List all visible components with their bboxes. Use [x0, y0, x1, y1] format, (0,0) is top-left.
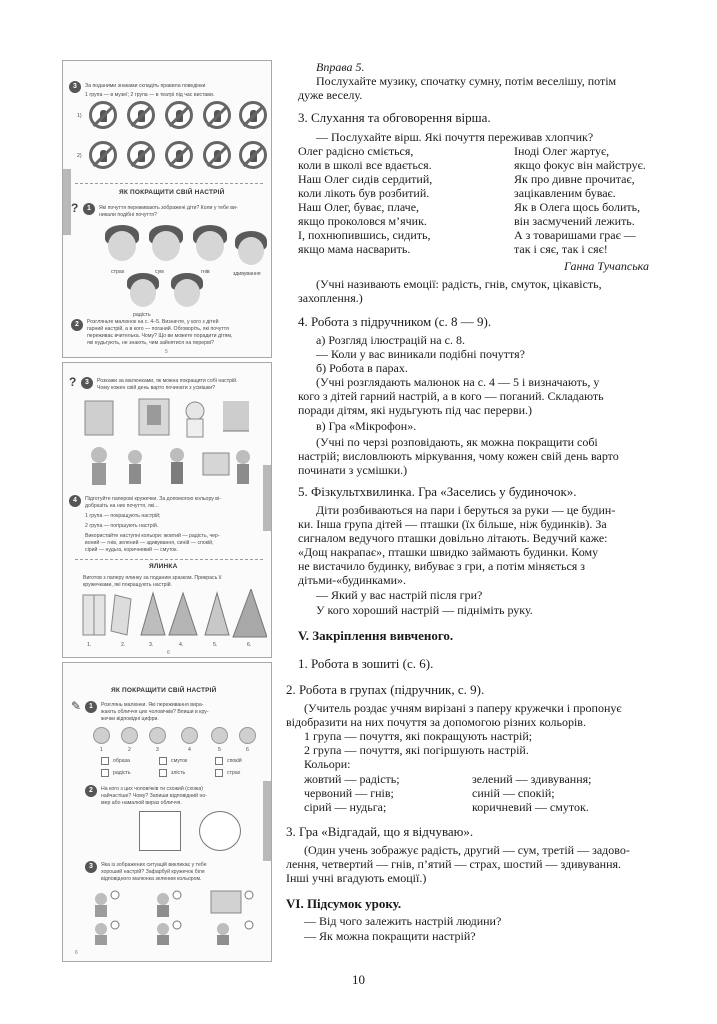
section5-question2: У кого хороший настрій — підніміть руку. [316, 603, 533, 617]
emotion-word: спокій [227, 758, 242, 764]
section-divider [75, 559, 263, 560]
poem-right-line: зацікавленим буває. [514, 186, 616, 200]
poem-right-line: Іноді Олег жартує, [514, 144, 610, 158]
poem-right-line: А з товаришами грає — [514, 228, 636, 242]
task4-line1: Підготуйте паперові кружечки. За допомогою кольору ві- [85, 496, 221, 502]
task-number-badge: 2 [85, 785, 97, 797]
step-label: 2. [121, 642, 126, 648]
step-label: 3. [149, 642, 154, 648]
sectionVI-question1: — Від чого залежить настрій людини? [304, 914, 502, 928]
child-face-icon [238, 237, 264, 265]
answer-checkbox[interactable] [215, 757, 223, 765]
textbook-page-thumbnail-2 [62, 362, 272, 658]
emotion-face-icon [181, 727, 198, 744]
question-icon: ? [71, 201, 79, 215]
children-activities-illustration [77, 395, 259, 495]
emotion-face-icon [211, 727, 228, 744]
task2-line1: Розгляньте малюнок на с. 4–5. Визначте, у кого з дітей [87, 319, 219, 325]
step-label: 6. [247, 642, 252, 648]
answer-checkbox[interactable] [215, 769, 223, 777]
poem-right-line: так і сяє, так і сяє! [514, 242, 608, 256]
row2-label: 2) [77, 153, 82, 159]
child-face-icon [152, 231, 180, 261]
section-divider [75, 183, 263, 184]
sectionV-item1: 1. Робота в зошиті (с. 6). [298, 656, 434, 671]
section-title: ЯК ПОКРАЩИТИ СВІЙ НАСТРІЙ [119, 189, 225, 196]
section5-line6: дітьми-«будинками». [298, 573, 406, 587]
colors-label: Кольори: [304, 757, 351, 771]
page-edge-tab [63, 169, 71, 235]
emotion-number: 2 [128, 747, 131, 753]
section3-question: — Послухайте вірш. Які почуття переживав хлопчик? [316, 130, 594, 144]
prohibition-sign-icon [89, 101, 117, 129]
emotion-face-icon [121, 727, 138, 744]
section5-line3: сигналом ведучого пташки довільно літають. Ведучий каже: [298, 531, 608, 545]
poem-left-line: якщо мама насварить. [298, 242, 411, 256]
textbook-page-thumbnail-3 [62, 662, 272, 962]
poem-right-line: він засмучений лежить. [514, 214, 635, 228]
q1-line2: жають обличчя цих чоловічків? Впиши в кру- [101, 709, 209, 715]
step-label: 4. [179, 642, 184, 648]
group1-line: 1 група — почуття, які покращують настрій; [304, 729, 533, 743]
tree-title: ЯЛИНКА [149, 563, 178, 570]
section4-b-line3: поради дітям, які нудьгують під час перерви.) [298, 403, 532, 417]
prohibition-sign-icon [203, 141, 231, 169]
prohibition-sign-icon [127, 101, 155, 129]
section4-c-line1: (Учні по черзі розповідають, як можна покращити собі [316, 435, 598, 449]
emotion-word: злість [171, 770, 186, 776]
prohibition-sign-icon [89, 141, 117, 169]
emotion-word: образа [113, 758, 130, 764]
poem-left-line: коли в школі все вдається. [298, 158, 432, 172]
poem-right-line: Як про дивне прочитає, [514, 172, 635, 186]
paper-tree-steps-illustration [81, 589, 267, 641]
q3-line2: хороший настрій? Зафарбуй кружечок біля [101, 869, 205, 875]
task4-line3: 1 група — покращують настрій; [85, 513, 161, 519]
sectionV-note-line2: відобразити на них почуття за допомогою різних кольорів. [286, 715, 586, 729]
answer-checkbox[interactable] [159, 769, 167, 777]
answer-checkbox[interactable] [159, 757, 167, 765]
sectionV-item3-line1: (Один учень зображує радість, другий — сум, третій — задово- [304, 843, 630, 857]
q1-line3: жечки відповідні цифри. [101, 716, 159, 722]
poem-left-line: Наш Олег, буває, плаче, [298, 200, 420, 214]
task-number-badge: 3 [85, 861, 97, 873]
situations-illustration [85, 885, 261, 947]
child-face-icon [130, 279, 156, 307]
task4-line4: 2 група — погіршують настрій. [85, 523, 159, 529]
exercise5-title: Вправа 5. [316, 60, 365, 74]
color-left-item: жовтий — радість; [304, 772, 400, 786]
color-right-item: синій — спокій; [472, 786, 555, 800]
emotion-number: 3 [156, 747, 159, 753]
poem-left-line: коли лікоть був розбитий. [298, 186, 430, 200]
sectionV-item2: 2. Робота в групах (підручник, с. 9). [286, 682, 485, 697]
sectionV-item3: 3. Гра «Відгадай, що я відчуваю». [286, 824, 474, 839]
section5-line1: Діти розбиваються на пари і беруться за руки — це будин- [316, 503, 616, 517]
task2-line3: переживає вчителька. Чому? Що ви можете порадити дітям, [87, 333, 233, 339]
section4-b: б) Робота в парах. [316, 361, 408, 375]
q2-line1: На кого з цих чоловічків ти схожий (схожа) [101, 786, 203, 792]
emotion-face-icon [93, 727, 110, 744]
face-label-sadness: сум [155, 269, 164, 275]
task-number-badge: 2 [71, 319, 83, 331]
child-face-icon [108, 231, 136, 261]
section4-b-line1: (Учні розглядають малюнок на с. 4 — 5 і визначають, у [316, 375, 600, 389]
question-icon: ✎ [71, 699, 82, 713]
task2-line2: гарний настрій, а в кого — поганий. Обговоріть, які почуття [87, 326, 229, 332]
q1-line1: Розглянь малюнки. Які переживання вира- [101, 702, 204, 708]
emotion-number: 4 [188, 747, 191, 753]
task3-line1: Розкажи за малюнками, як можна покращити собі настрій. [97, 378, 238, 384]
task4-line2: добразіть на них почуття, які... [85, 503, 159, 509]
section5-line5: не вистачило будинку, вибуває з гри, а потім міняється з [298, 559, 586, 573]
color-right-item: коричневий — смуток. [472, 800, 589, 814]
q1-line2: никали подібні почуття? [99, 212, 157, 218]
emotion-face-icon [149, 727, 166, 744]
prohibition-sign-icon [165, 141, 193, 169]
sectionV-item3-line3: Інші учні вгадують емоції.) [286, 871, 427, 885]
workbook-title: ЯК ПОКРАЩИТИ СВІЙ НАСТРІЙ [111, 687, 217, 694]
task4-line7: сірий — нудьга, коричневий — смуток. [85, 547, 178, 553]
section5-line2: ки. Інша група дітей — пташки (їх більше, ніж будинків). За [298, 517, 607, 531]
sectionVI-heading: VI. Підсумок уроку. [286, 896, 402, 911]
page-edge-tab [263, 465, 271, 531]
child-face-icon [174, 279, 200, 307]
answer-checkbox[interactable] [101, 757, 109, 765]
task-number-badge: 1 [85, 701, 97, 713]
poem-left-line: Олег радісно сміється, [298, 144, 414, 158]
answer-square[interactable] [139, 811, 181, 851]
emotion-word: радість [113, 770, 131, 776]
step-label: 1. [87, 642, 92, 648]
poem-author: Ганна Тучапська [564, 259, 649, 273]
section4-a-question: — Коли у вас виникали подібні почуття? [316, 347, 525, 361]
section4-a: а) Розгляд ілюстрацій на с. 8. [316, 333, 465, 347]
task3-text: За поданими знаками складіть правила поведінки [85, 83, 206, 89]
task4-line5: Використайте наступні кольори: жовтий — радість, чер- [85, 533, 220, 539]
section4-heading: 4. Робота з підручником (с. 8 — 9). [298, 314, 492, 329]
page-edge-tab [263, 781, 271, 861]
emotion-number: 5 [218, 747, 221, 753]
task-number-badge: 1 [83, 203, 95, 215]
row1-label: 1) [77, 113, 82, 119]
q2-line2: найчастіше? Чому? Запиши відповідний но- [101, 793, 207, 799]
prohibition-sign-icon [165, 101, 193, 129]
exercise5-line2: дуже веселу. [298, 88, 363, 102]
sectionV-heading: V. Закріплення вивченого. [298, 628, 454, 643]
sectionVI-question2: — Як можна покращити настрій? [304, 929, 476, 943]
color-right-item: зелений — здивування; [472, 772, 592, 786]
prohibition-sign-icon [239, 101, 267, 129]
face-label-surprise: здивування [233, 271, 261, 277]
face-label-joy: радість [133, 312, 151, 318]
poem-left-line: якщо проколовся м’ячик. [298, 214, 427, 228]
prohibition-sign-icon [239, 141, 267, 169]
prohibition-sign-icon [127, 141, 155, 169]
exercise5-line1: Послухайте музику, спочатку сумну, потім веселішу, потім [316, 74, 617, 88]
section4-c: в) Гра «Мікрофон». [316, 419, 417, 433]
answer-circle[interactable] [199, 811, 241, 851]
q3-line3: відповідного малюнка зеленим кольором. [101, 876, 202, 882]
section4-c-line3: починати з усмішки.) [298, 463, 408, 477]
thumbnail-page-number: 5 [165, 349, 168, 355]
emotion-word: смуток [171, 758, 188, 764]
section3-heading: 3. Слухання та обговорення вірша. [298, 110, 491, 125]
page-number: 10 [352, 972, 365, 987]
emotion-number: 1 [100, 747, 103, 753]
face-label-fear: страх [111, 269, 125, 275]
tree-line2: кружечками, які покращують настрій. [83, 582, 172, 588]
q1-line1: Які почуття переживають зображені діти? Коли у тебе ви- [99, 205, 238, 211]
tree-line1: Виготов з паперу ялинку за поданим зразком. Прикрась її [83, 575, 222, 581]
thumbnail-page-number: 6 [167, 650, 170, 656]
face-label-anger: гнів [201, 269, 210, 275]
section4-c-line2: настрій; висловлюють міркування, чому кожен свій день варто [298, 449, 619, 463]
sectionV-note-line1: (Учитель роздає учням вирізані з паперу кружечки і пропонує [304, 701, 622, 715]
section4-b-line2: кого з дітей гарний настрій, а в кого — поганий. Складають [298, 389, 604, 403]
task2-line4: які нудьгують, не знають, чим зайнятися на перерві? [87, 340, 214, 346]
poem-left-line: Наш Олег сидів сердитий, [298, 172, 433, 186]
task-number-badge: 3 [69, 81, 81, 93]
emotion-number: 6 [246, 747, 249, 753]
poem-right-line: якщо фокус він майструє. [514, 158, 646, 172]
emotion-word: страх [227, 770, 241, 776]
task-number-badge: 3 [81, 377, 93, 389]
child-face-icon [196, 231, 224, 261]
poem-right-line: Як в Олега щось болить, [514, 200, 641, 214]
prohibition-sign-icon [203, 101, 231, 129]
section5-line4: «Дощ накрапає», пташки швидко займають будинки. Кому [298, 545, 599, 559]
q2-line3: мер або намалюй вираз обличчя. [101, 800, 182, 806]
textbook-page-thumbnail-1 [62, 60, 272, 358]
color-left-item: червоний — гнів; [304, 786, 394, 800]
sectionV-item3-line2: лення, четвертий — гнів, п’ятий — страх, шостий — здивування. [286, 857, 622, 871]
section5-heading: 5. Фізкультхвилинка. Гра «Заселись у будиночок». [298, 484, 577, 499]
emotion-face-icon [239, 727, 256, 744]
question-icon: ? [69, 375, 77, 389]
section5-question1: — Який у вас настрій після гри? [316, 588, 483, 602]
answer-checkbox[interactable] [101, 769, 109, 777]
q3-line1: Яка із зображених ситуацій викликає у тебе [101, 862, 207, 868]
task-number-badge: 4 [69, 495, 81, 507]
groups-line: 1 група — в музеї; 2 група — в театрі під час вистави. [85, 92, 215, 98]
task4-line6: воний — гнів, зелений — здивування, синій — спокій, [85, 540, 214, 546]
group2-line: 2 група — почуття, які погіршують настрій. [304, 743, 529, 757]
section3-note-line2: захоплення.) [298, 291, 363, 305]
color-left-item: сірий — нудьга; [304, 800, 387, 814]
poem-left-line: І, похнюпившись, сидить, [298, 228, 431, 242]
thumbnail-page-number: 6 [75, 950, 78, 956]
task3-line2: Чому кожен свій день варто починати з усмішки? [97, 385, 215, 391]
step-label: 5. [213, 642, 218, 648]
section3-note-line1: (Учні називають емоції: радість, гнів, смуток, цікавість, [316, 277, 602, 291]
